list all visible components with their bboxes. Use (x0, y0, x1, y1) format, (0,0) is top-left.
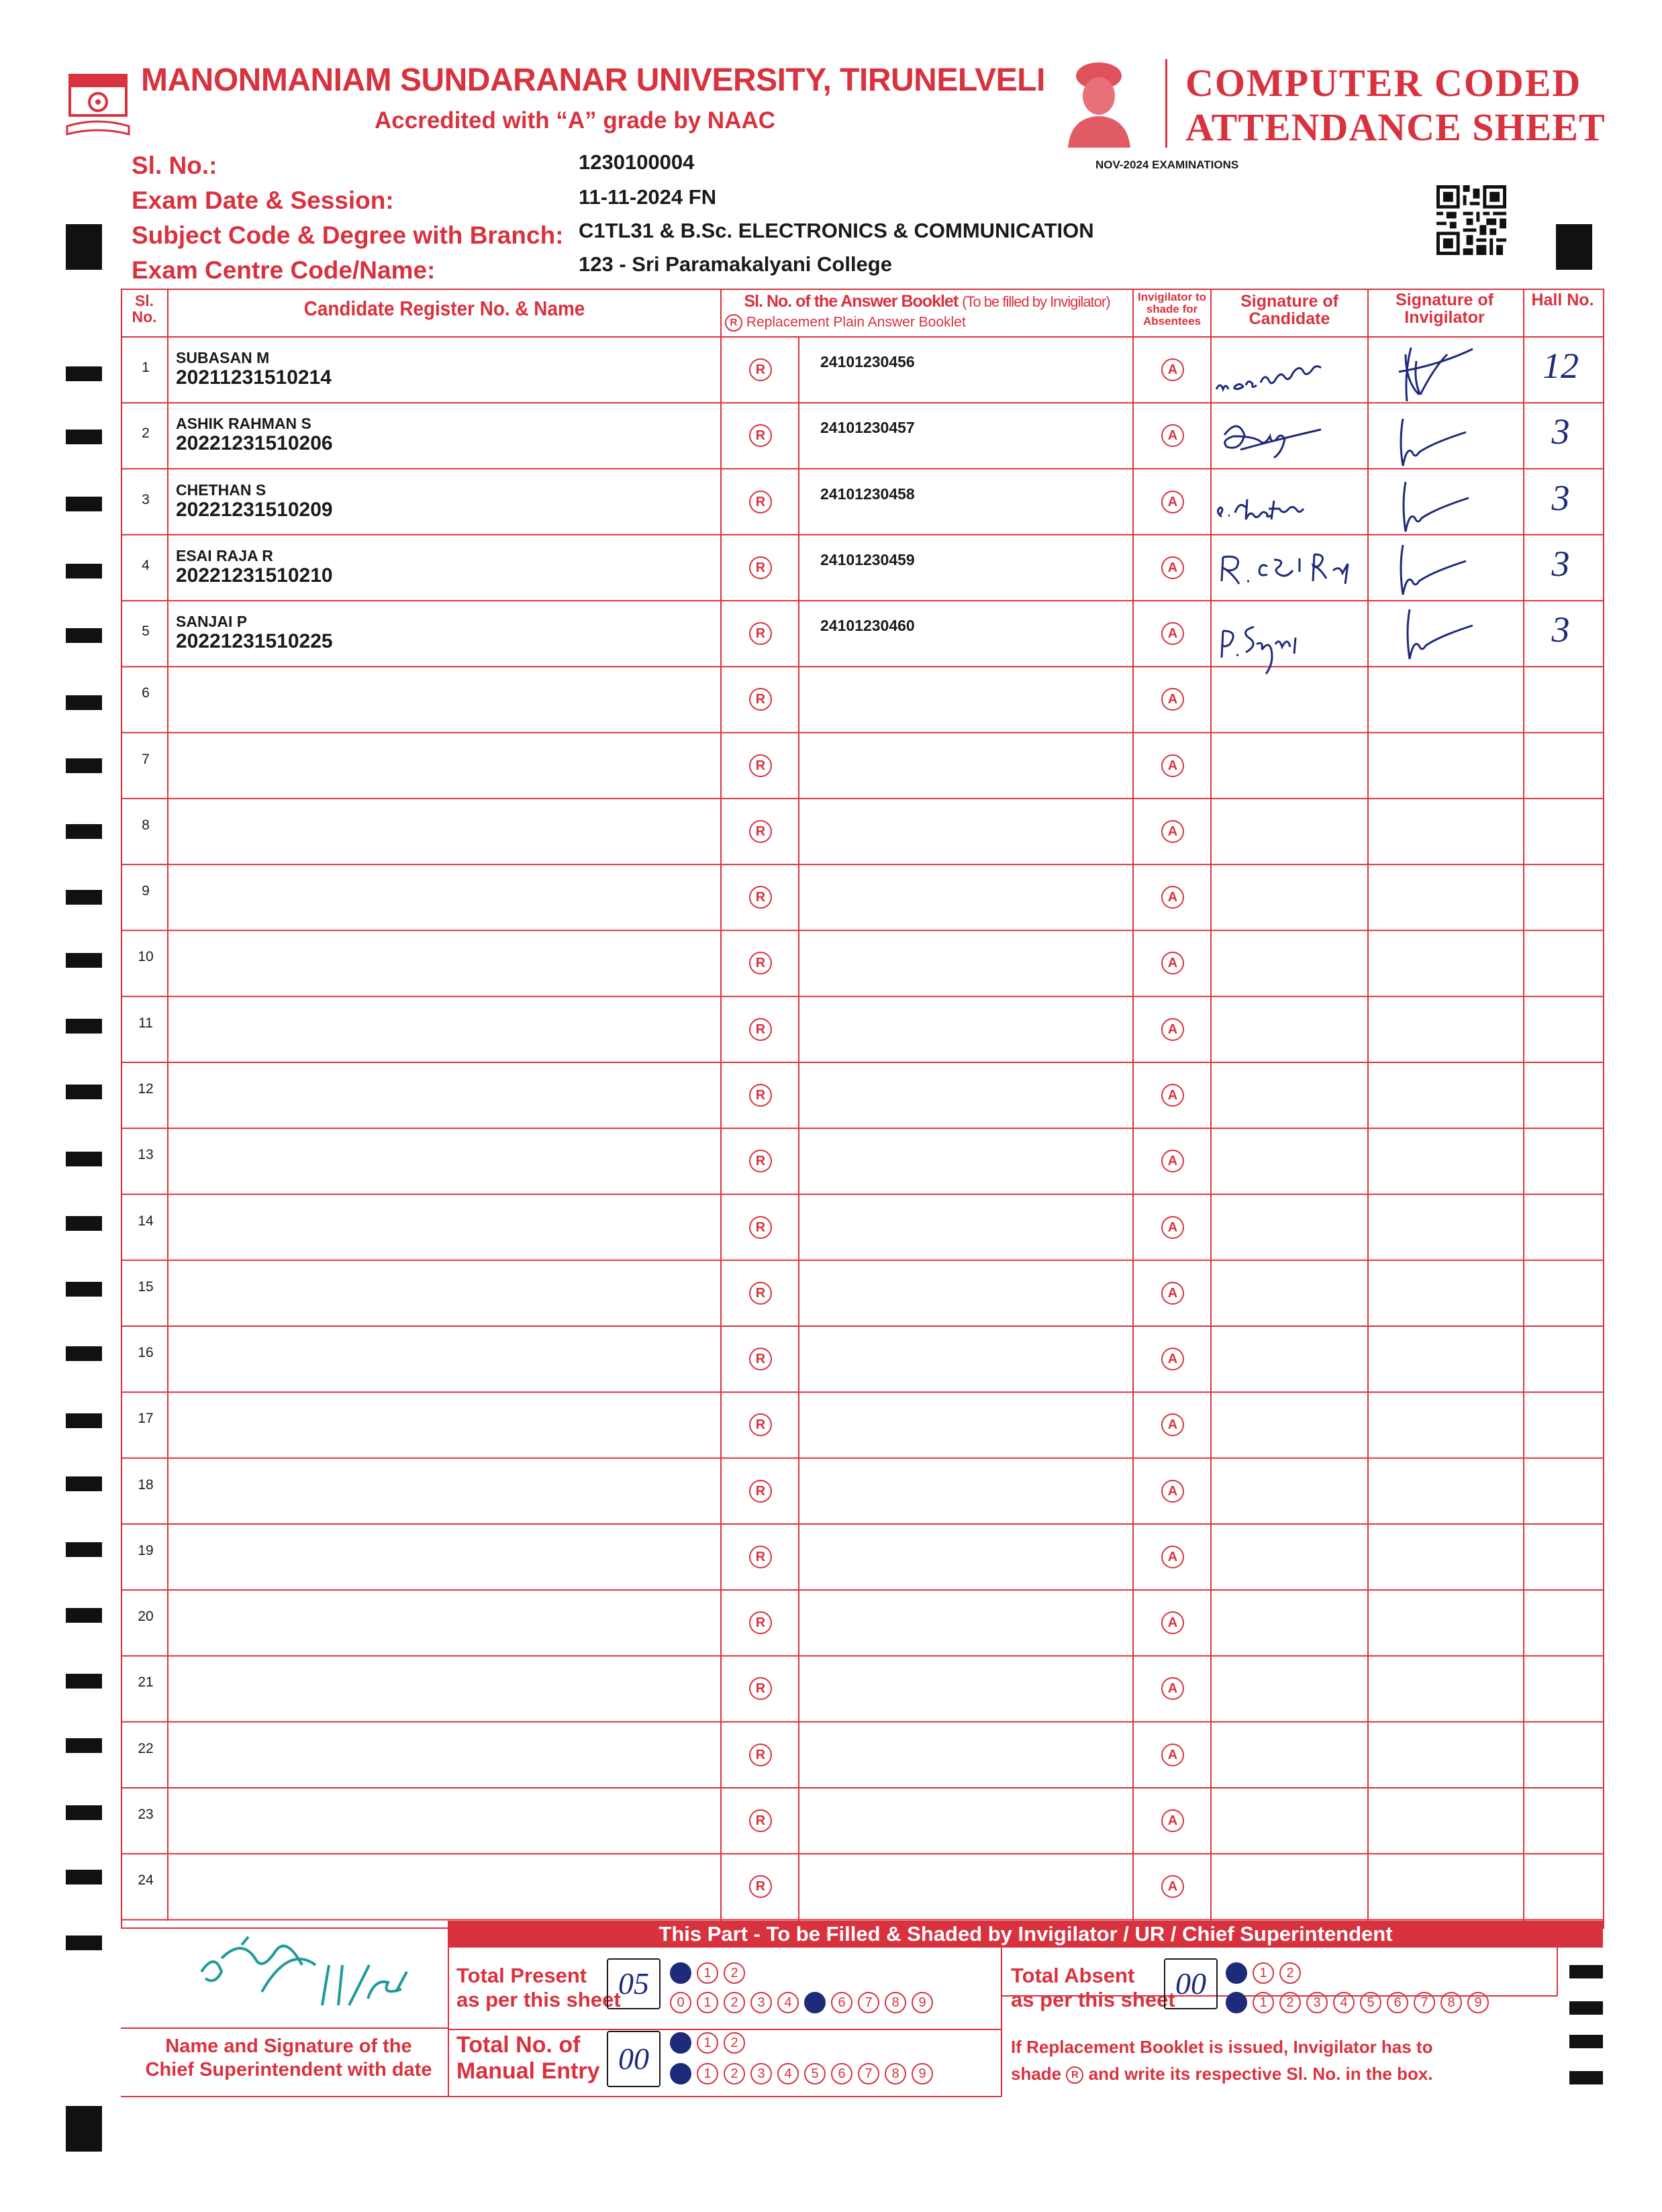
absent-units-bubble-2[interactable]: 2 (1279, 1992, 1301, 2013)
timing-mark-left (66, 1738, 102, 1753)
present-units-bubble-7[interactable]: 7 (858, 1992, 879, 2013)
answer-booklet-no: 24101230460 (820, 617, 915, 635)
row-number: 10 (138, 949, 154, 965)
timing-mark-left (66, 1674, 102, 1689)
present-units-bubble-9[interactable]: 9 (912, 1992, 933, 2013)
manual-units-bubble-8[interactable]: 8 (885, 2063, 906, 2084)
absent-units-bubble-8[interactable]: 8 (1440, 1992, 1462, 2013)
absent-bubble[interactable]: A (1161, 1084, 1184, 1107)
absent-bubble[interactable]: A (1161, 1744, 1184, 1766)
timing-mark-left (66, 890, 102, 905)
present-tens-bubble-2[interactable]: 2 (724, 1962, 745, 1984)
chief-label-line2: Chief Superintendent with date (145, 2058, 432, 2080)
sl-no-label: Sl. No.: (132, 152, 217, 179)
answer-booklet-no: 24101230457 (820, 419, 915, 437)
absent-bubble[interactable]: A (1161, 491, 1184, 513)
row-number: 8 (142, 817, 150, 833)
replacement-bubble[interactable]: R (749, 1084, 772, 1107)
timing-mark-left (66, 430, 102, 444)
answer-booklet-no: 24101230459 (820, 550, 915, 568)
absent-bubble[interactable]: A (1161, 1348, 1184, 1370)
candidate-name: ESAI RAJA R (176, 546, 273, 564)
absent-units-bubble-7[interactable]: 7 (1414, 1992, 1435, 2013)
row-number: 15 (138, 1278, 154, 1295)
founder-portrait-icon (1064, 57, 1134, 148)
candidate-name: SANJAI P (176, 613, 248, 631)
candidate-signature-2 (1214, 403, 1365, 470)
subject-code-value: C1TL31 & B.Sc. ELECTRONICS & COMMUNICATION (579, 219, 1094, 242)
total-present-box[interactable]: 05 (607, 1958, 661, 2009)
row-number: 17 (138, 1411, 154, 1427)
candidate-signature-5 (1214, 604, 1365, 678)
row-number: 5 (142, 623, 150, 640)
replacement-bubble[interactable]: R (749, 1677, 772, 1700)
row-number: 4 (142, 557, 150, 573)
hall-no: 3 (1551, 543, 1570, 584)
row-number: 23 (138, 1806, 154, 1822)
sheet-title-line2: ATTENDANCE SHEET (1185, 105, 1606, 149)
absent-bubble[interactable]: A (1161, 1480, 1184, 1503)
absent-bubble[interactable]: A (1161, 1677, 1184, 1700)
timing-mark-left (66, 1542, 102, 1557)
replacement-bubble[interactable]: R (749, 1809, 772, 1832)
replacement-bubble[interactable]: R (749, 1744, 772, 1766)
header-sig-candidate: Signature of Candidate (1240, 292, 1338, 329)
invigilator-signature-4 (1376, 541, 1510, 601)
manual-tens-bubble-0[interactable]: 0 (670, 2032, 691, 2054)
replacement-bubble[interactable]: R (749, 424, 772, 447)
answer-booklet-no: 24101230456 (820, 353, 915, 370)
row-number: 11 (138, 1015, 153, 1031)
absent-bubble[interactable]: A (1161, 1611, 1184, 1634)
candidate-register-no: 20221231510209 (176, 498, 333, 521)
row-number: 18 (138, 1476, 154, 1493)
absent-bubble[interactable]: A (1161, 754, 1184, 777)
timing-mark-left (66, 1608, 102, 1623)
exam-tag: NOV-2024 EXAMINATIONS (1095, 158, 1239, 171)
row-number: 1 (142, 360, 150, 375)
timing-mark-left (66, 1805, 102, 1820)
total-absent-box[interactable]: 00 (1164, 1958, 1218, 2009)
absent-units-bubble-3[interactable]: 3 (1306, 1992, 1328, 2013)
header-booklet-main: Sl. No. of the Answer Booklet (744, 292, 959, 311)
timing-mark-left (66, 1870, 102, 1884)
replacement-note-line1: If Replacement Booklet is issued, Invigilator has to (1011, 2037, 1433, 2057)
university-crest-icon (64, 70, 132, 144)
qr-code-icon (1436, 185, 1506, 255)
absent-bubble[interactable]: A (1161, 1809, 1184, 1832)
row-number: 16 (138, 1345, 154, 1361)
manual-units-bubble-7[interactable]: 7 (858, 2063, 879, 2084)
row-number: 21 (138, 1674, 154, 1691)
replacement-bubble[interactable]: R (749, 622, 772, 645)
replacement-bubble[interactable]: R (749, 358, 772, 381)
absent-units-bubble-6[interactable]: 6 (1387, 1992, 1408, 2013)
manual-entry-label-line2: Manual Entry (456, 2058, 600, 2084)
registration-mark-bottom-left (66, 2106, 102, 2152)
timing-mark-left (66, 824, 102, 839)
absent-units-bubble-0[interactable]: 0 (1226, 1992, 1247, 2013)
bottom-section-title: This Part - To be Filled & Shaded by Invigilator / UR / Chief Superintendent (448, 1921, 1603, 1948)
candidate-register-no: 20211231510214 (176, 366, 332, 389)
replacement-note-line2 (1011, 2060, 1433, 2087)
absent-units-bubble-4[interactable]: 4 (1333, 1992, 1355, 2013)
replacement-bubble[interactable]: R (749, 1282, 772, 1305)
exam-centre-value: 123 - Sri Paramakalyani College (579, 252, 892, 276)
candidate-signature-4 (1214, 537, 1365, 597)
registration-mark-top-left (66, 224, 102, 270)
timing-mark-left (66, 1476, 102, 1491)
invigilator-signature-3 (1376, 478, 1510, 538)
present-units-bubble-0[interactable]: 0 (670, 1992, 691, 2013)
manual-units-bubble-9[interactable]: 9 (912, 2063, 933, 2084)
total-present-label-line1: Total Present (456, 1964, 587, 1987)
present-units-bubble-3[interactable]: 3 (750, 1992, 772, 2013)
chief-superintendent-label (128, 2035, 450, 2082)
timing-mark-left (66, 758, 102, 773)
replacement-note-rest: and write its respective Sl. No. in the box. (1088, 2064, 1433, 2084)
candidate-signature-3 (1214, 476, 1365, 530)
timing-mark-left (66, 1216, 102, 1231)
replacement-bubble[interactable]: R (749, 1413, 772, 1436)
timing-mark-left (66, 695, 102, 710)
absent-bubble[interactable]: A (1161, 886, 1184, 909)
timing-mark-left (66, 564, 102, 579)
absent-bubble[interactable]: A (1161, 1150, 1184, 1172)
candidate-name: ASHIK RAHMAN S (176, 415, 311, 433)
absent-units-bubble-9[interactable]: 9 (1467, 1992, 1489, 2013)
exam-centre-label: Exam Centre Code/Name: (132, 256, 436, 284)
header-candidate: Candidate Register No. & Name (303, 297, 585, 320)
hall-no: 3 (1551, 477, 1570, 518)
absent-bubble[interactable]: A (1161, 820, 1184, 843)
timing-mark-left (66, 1936, 102, 1950)
absent-bubble[interactable]: A (1161, 1216, 1184, 1239)
replacement-note (1011, 2033, 1433, 2088)
replacement-bubble[interactable]: R (749, 820, 772, 843)
absent-bubble[interactable]: A (1161, 688, 1184, 711)
header-sig-invigilator: Signature of Invigilator (1396, 291, 1494, 328)
replacement-bubble[interactable]: R (749, 1348, 772, 1370)
absent-tens-bubble-2[interactable]: 2 (1279, 1962, 1301, 1984)
timing-mark-left (66, 1019, 102, 1034)
absent-bubble[interactable]: A (1161, 622, 1184, 645)
replacement-bubble[interactable]: R (749, 1480, 772, 1503)
replacement-symbol-icon: R (1066, 2066, 1083, 2084)
accreditation-text: Accredited with “A” grade by NAAC (375, 107, 776, 134)
present-units-bubble-6[interactable]: 6 (831, 1992, 852, 2013)
absent-bubble[interactable]: A (1161, 358, 1184, 381)
timing-mark-left (66, 497, 102, 511)
replacement-bubble[interactable]: R (749, 1150, 772, 1172)
manual-entry-box[interactable]: 00 (607, 2031, 661, 2087)
row-number: 2 (142, 425, 150, 442)
row-number: 12 (138, 1080, 154, 1097)
present-units-bubble-8[interactable]: 8 (885, 1992, 906, 2013)
manual-tens-bubble-2[interactable]: 2 (724, 2032, 745, 2054)
absent-bubble[interactable]: A (1161, 952, 1184, 974)
timing-mark-left (66, 1152, 102, 1166)
timing-mark-left (66, 1282, 102, 1297)
timing-mark-left (66, 366, 102, 381)
row-number: 20 (138, 1609, 154, 1625)
manual-entry-label-line1: Total No. of (456, 2032, 581, 2058)
invigilator-signature-1 (1376, 341, 1510, 415)
row-number: 9 (142, 883, 150, 899)
replacement-bubble[interactable]: R (749, 688, 772, 711)
header-sl-no: Sl. No. (132, 292, 157, 326)
replacement-bubble[interactable]: R (749, 1018, 772, 1041)
total-present-label (456, 1964, 621, 2011)
timing-mark-left (66, 628, 102, 643)
manual-units-bubble-1[interactable]: 1 (697, 2063, 718, 2084)
absent-bubble[interactable]: A (1161, 1018, 1184, 1041)
hall-no: 3 (1551, 609, 1570, 650)
absent-bubble[interactable]: A (1161, 1875, 1184, 1898)
absent-bubble[interactable]: A (1161, 424, 1184, 447)
header-replacement (725, 314, 1114, 332)
header-booklet (721, 293, 1133, 310)
hall-no: 3 (1551, 411, 1570, 452)
replacement-note-shade: shade (1011, 2064, 1062, 2084)
present-units-bubble-2[interactable]: 2 (724, 1992, 745, 2013)
present-units-bubble-4[interactable]: 4 (777, 1992, 799, 2013)
candidate-register-no: 20221231510225 (176, 630, 333, 653)
total-present-label-line2: as per this sheet (456, 1987, 621, 2011)
row-number: 14 (138, 1213, 154, 1229)
total-absent-label-line2: as per this sheet (1011, 1987, 1175, 2011)
replacement-symbol-icon: R (725, 314, 742, 332)
candidate-register-no: 20221231510206 (176, 432, 333, 455)
replacement-bubble[interactable]: R (749, 491, 772, 513)
row-number: 24 (138, 1872, 154, 1889)
candidate-name: CHETHAN S (176, 481, 266, 499)
invigilator-signature-5 (1376, 605, 1510, 666)
absent-bubble[interactable]: A (1161, 556, 1184, 579)
header-divider (1165, 59, 1167, 148)
answer-booklet-no: 24101230458 (820, 485, 915, 503)
header-replacement-text: Replacement Plain Answer Booklet (746, 314, 966, 330)
manual-units-bubble-3[interactable]: 3 (750, 2063, 772, 2084)
replacement-bubble[interactable]: R (749, 1611, 772, 1634)
chief-superintendent-signature (195, 1925, 436, 2025)
row-number: 13 (138, 1147, 154, 1163)
replacement-bubble[interactable]: R (749, 886, 772, 909)
total-absent-label-line1: Total Absent (1011, 1964, 1135, 1987)
timing-mark-left (66, 1346, 102, 1361)
total-absent-label (1011, 1964, 1175, 2011)
hall-no: 12 (1543, 346, 1579, 386)
replacement-bubble[interactable]: R (749, 556, 772, 579)
row-number: 22 (138, 1740, 154, 1756)
manual-tens-bubble-1[interactable]: 1 (697, 2032, 718, 2054)
absent-units-bubble-1[interactable]: 1 (1253, 1992, 1274, 2013)
exam-date-value: 11-11-2024 FN (579, 185, 717, 209)
candidate-signature-1 (1214, 342, 1365, 403)
absent-tens-bubble-1[interactable]: 1 (1253, 1962, 1274, 1984)
absent-bubble[interactable]: A (1161, 1282, 1184, 1305)
header-booklet-note: (To be filled by Invigilator) (962, 293, 1110, 310)
present-units-bubble-5[interactable]: 5 (804, 1992, 826, 2013)
manual-units-bubble-5[interactable]: 5 (804, 2063, 826, 2084)
replacement-bubble[interactable]: R (749, 1875, 772, 1898)
exam-date-label: Exam Date & Session: (132, 187, 394, 214)
header-hall-no: Hall No. (1531, 291, 1594, 309)
present-units-bubble-1[interactable]: 1 (697, 1992, 718, 2013)
absent-bubble[interactable]: A (1161, 1413, 1184, 1436)
subject-code-label: Subject Code & Degree with Branch: (132, 221, 564, 249)
candidate-name: SUBASAN M (176, 349, 270, 366)
timing-mark-left (66, 1085, 102, 1099)
absent-tens-bubble-0[interactable]: 0 (1226, 1962, 1247, 1984)
registration-mark-top-right (1556, 224, 1592, 270)
row-number: 6 (142, 685, 150, 701)
replacement-bubble[interactable]: R (749, 1546, 772, 1568)
manual-units-bubble-6[interactable]: 6 (831, 2063, 852, 2084)
manual-units-bubble-0[interactable]: 0 (670, 2063, 691, 2084)
timing-mark-left (66, 1413, 102, 1428)
row-number: 19 (138, 1542, 154, 1558)
row-number: 3 (142, 491, 150, 507)
sl-no-value: 1230100004 (579, 150, 695, 174)
candidate-register-no: 20221231510210 (176, 564, 333, 587)
replacement-bubble[interactable]: R (749, 754, 772, 777)
chief-label-line1: Name and Signature of the (165, 2035, 412, 2057)
manual-units-bubble-2[interactable]: 2 (724, 2063, 745, 2084)
absent-units-bubble-5[interactable]: 5 (1360, 1992, 1381, 2013)
replacement-bubble[interactable]: R (749, 1216, 772, 1239)
manual-units-bubble-4[interactable]: 4 (777, 2063, 799, 2084)
row-number: 7 (142, 751, 150, 767)
header-invig-shade: Invigilator to shade for Absentees (1138, 291, 1206, 328)
present-tens-bubble-0[interactable]: 0 (670, 1962, 691, 1984)
manual-entry-label (456, 2032, 599, 2084)
sheet-title-line1: COMPUTER CODED (1185, 61, 1582, 105)
university-name: MANONMANIAM SUNDARANAR UNIVERSITY, TIRUNELVELI (141, 62, 1045, 98)
absent-bubble[interactable]: A (1161, 1546, 1184, 1568)
invigilator-signature-2 (1376, 412, 1510, 472)
timing-mark-left (66, 953, 102, 968)
replacement-bubble[interactable]: R (749, 952, 772, 974)
present-tens-bubble-1[interactable]: 1 (697, 1962, 718, 1984)
